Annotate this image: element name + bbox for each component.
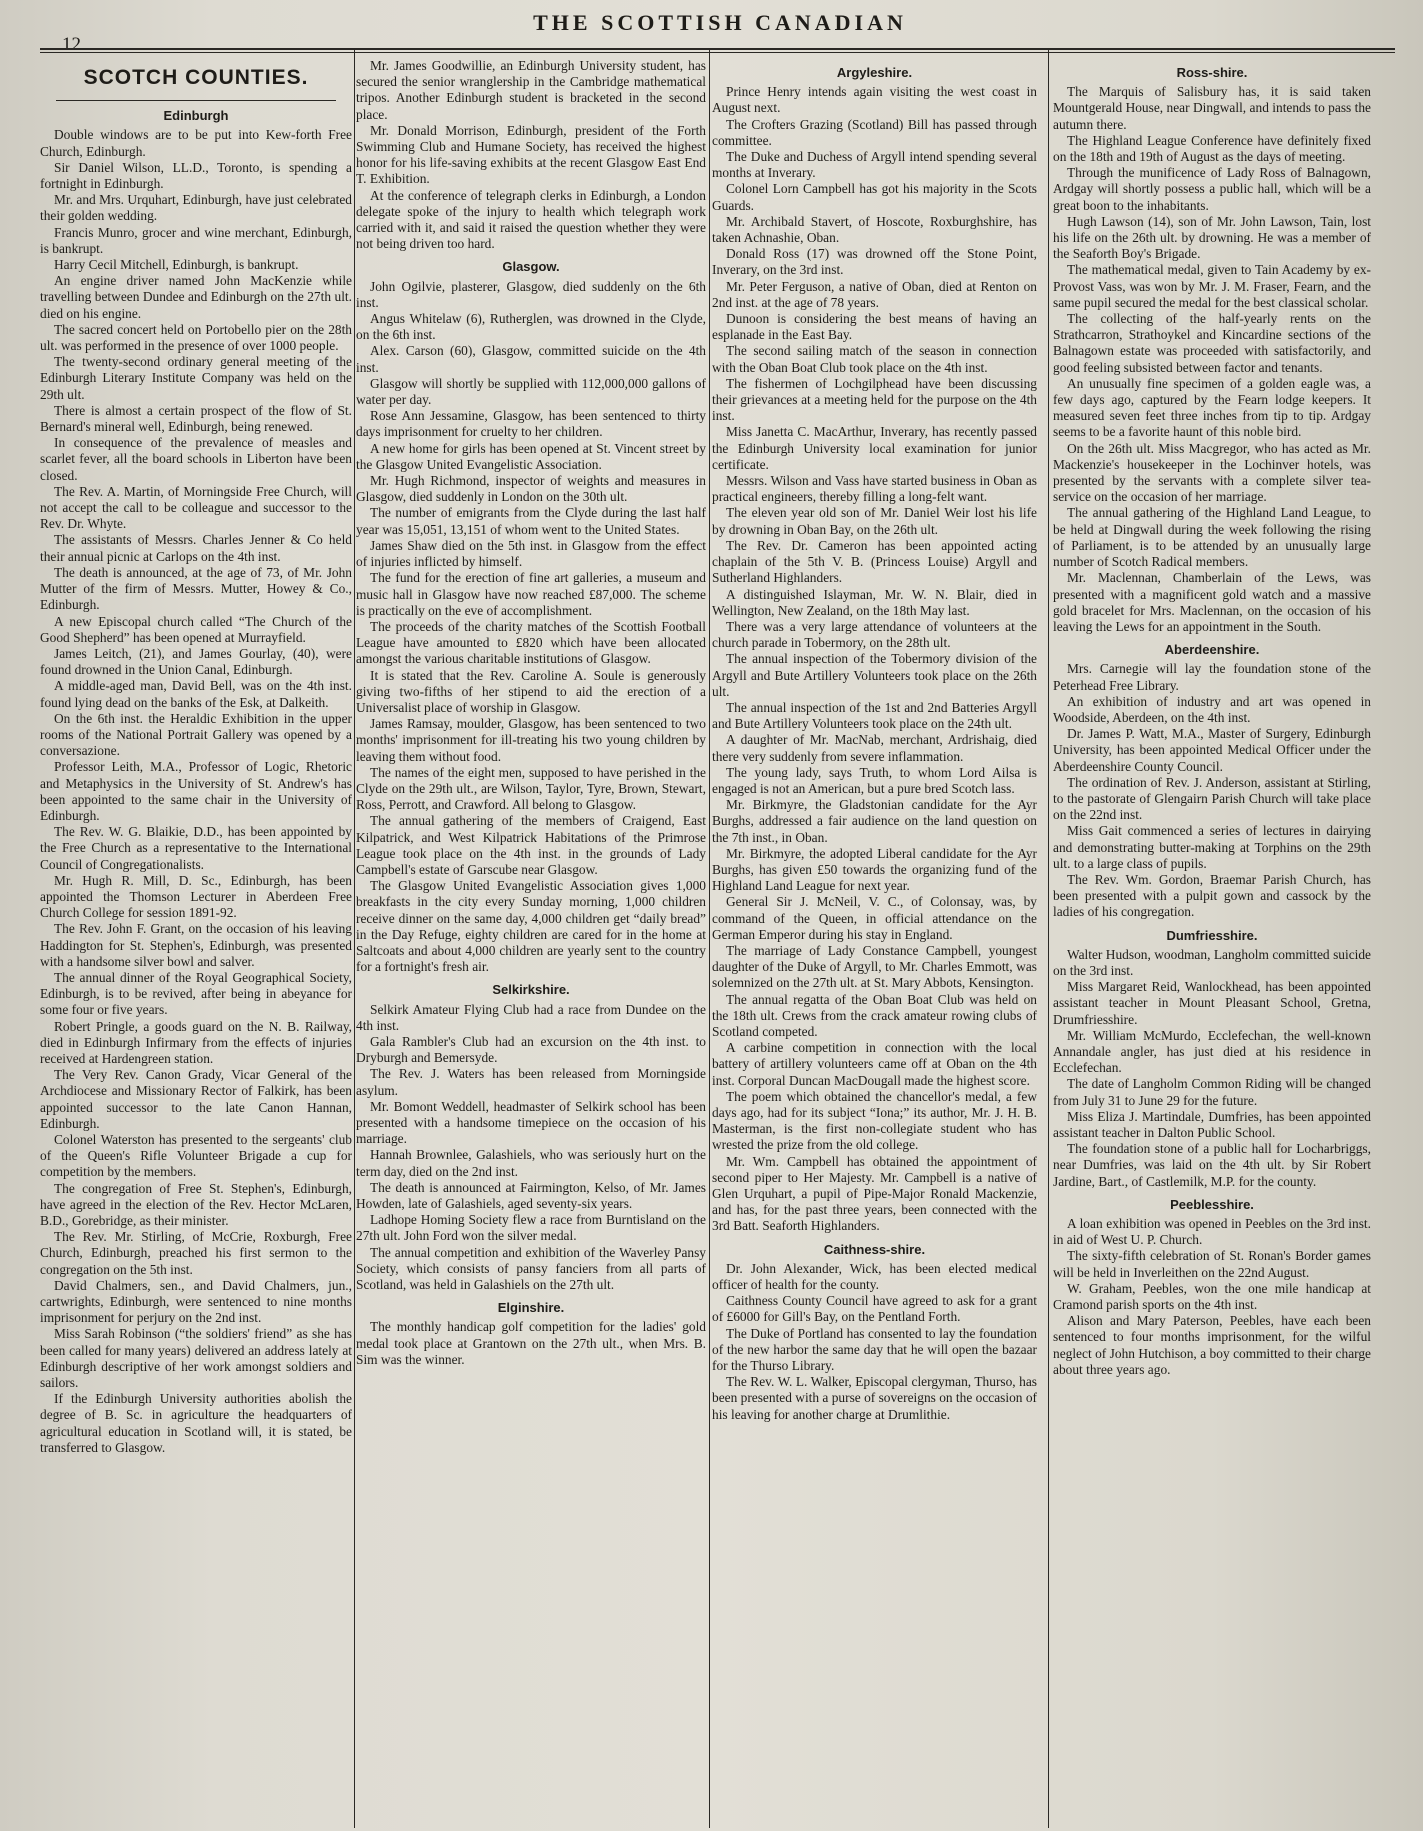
- news-item: Mr. Donald Morrison, Edinburgh, president of the Forth Swimming Club and Humane Society, has received the highest honor for his life-saving exhibits at the recent Glasgow East End T. Exhibition.: [356, 122, 706, 187]
- news-item: The eleven year old son of Mr. Daniel Weir lost his life by drowning in Oban Bay, on the 26th ult.: [712, 505, 1037, 537]
- news-item: The second sailing match of the season in connection with the Oban Boat Club took place on the 4th inst.: [712, 343, 1037, 375]
- column-1: [40, 58, 352, 1828]
- news-item: Professor Leith, M.A., Professor of Logic, Rhetoric and Metaphysics in the University of St. Andrew's has been appointed to the same chair in the University of Edinburgh.: [40, 759, 352, 823]
- page-number: 12: [62, 34, 81, 55]
- news-item: The sacred concert held on Portobello pier on the 28th ult. was performed in the presence of over 1000 people.: [40, 321, 352, 354]
- news-item: A middle-aged man, David Bell, was on the 4th inst. found lying dead on the banks of the Esk, at Dalkeith.: [40, 678, 352, 710]
- news-item: The Rev. John F. Grant, on the occasion of his leaving Haddington for St. Stephen's, Edinburgh, was presented with a handsome silver bowl and salver.: [40, 921, 352, 969]
- news-item: The assistants of Messrs. Charles Jenner & Co held their annual picnic at Carlops on the 4th inst.: [40, 532, 352, 564]
- section-heading: Selkirkshire.: [492, 982, 570, 998]
- news-item: The congregation of Free St. Stephen's, Edinburgh, have agreed in the election of the Rev. Hector McLaren, B.D., Gorebridge, as their minister.: [40, 1180, 352, 1229]
- news-item: The young lady, says Truth, to whom Lord Ailsa is engaged is not an American, but a pure bred Scotch lass.: [712, 764, 1037, 796]
- news-item: Miss Margaret Reid, Wanlockhead, has been appointed assistant teacher in Mount Pleasant School, Gretna, Drumfriesshire.: [1053, 979, 1371, 1027]
- news-item: Alex. Carson (60), Glasgow, committed suicide on the 4th inst.: [356, 343, 706, 375]
- news-item: The annual competition and exhibition of the Waverley Pansy Society, which consists of pansy fanciers from all parts of Scotland, was held in Galashiels on the 27th ult.: [356, 1244, 706, 1293]
- news-item: On the 26th ult. Miss Macgregor, who has acted as Mr. Mackenzie's housekeeper in the Lochinver hotels, was presented by the servants with a complete silver tea-service on the occasion of her marriage.: [1053, 440, 1371, 505]
- news-item: Miss Eliza J. Martindale, Dumfries, has been appointed assistant teacher in Dalton Public School.: [1053, 1108, 1371, 1140]
- column-3: [712, 58, 1037, 1828]
- news-item: Hugh Lawson (14), son of Mr. John Lawson, Tain, lost his life on the 26th ult. by drowning. He was a member of the Seaforth Boy's Brigade.: [1053, 213, 1371, 262]
- news-item: John Ogilvie, plasterer, Glasgow, died suddenly on the 6th inst.: [356, 278, 706, 310]
- news-item: Colonel Waterston has presented to the sergeants' club of the Queen's Rifle Volunteer Brigade a cup for competition by the members.: [40, 1132, 352, 1180]
- news-item: The Rev. Mr. Stirling, of McCrie, Roxburgh, Free Church, Edinburgh, preached his first sermon to the congregation on the 5th inst.: [40, 1229, 352, 1277]
- news-item: A distinguished Islayman, Mr. W. N. Blair, died in Wellington, New Zealand, on the 18th May last.: [712, 586, 1037, 618]
- news-item: A daughter of Mr. MacNab, merchant, Ardrishaig, died there very suddenly from severe inflammation.: [712, 732, 1037, 764]
- news-item: The sixty-fifth celebration of St. Ronan's Border games will be held in Inverleithen on the 22nd August.: [1053, 1248, 1371, 1280]
- news-item: A new home for girls has been opened at St. Vincent street by the Glasgow United Evangelistic Association.: [356, 440, 706, 472]
- news-item: The twenty-second ordinary general meeting of the Edinburgh Literary Institute Company was held on the 29th ult.: [40, 354, 352, 402]
- news-item: James Ramsay, moulder, Glasgow, has been sentenced to two months' imprisonment for ill-treating his two young children by leaving them without food.: [356, 716, 706, 764]
- news-item: David Chalmers, sen., and David Chalmers, jun., cartwrights, Edinburgh, were sentenced to nine months imprisonment for perjury on the 2nd inst.: [40, 1277, 352, 1326]
- news-item: Mr. Maclennan, Chamberlain of the Lews, was presented with a magnificent gold watch and a massive gold bracelet for Mrs. Maclennan, on the occasion of his leaving the Lews for an appointment in the South.: [1053, 570, 1371, 634]
- news-item: Ladhope Homing Society flew a race from Burntisland on the 27th ult. John Ford won the silver medal.: [356, 1212, 706, 1244]
- news-item: The annual dinner of the Royal Geographical Society, Edinburgh, is to be revived, after being in abeyance for some four or five years.: [40, 969, 352, 1018]
- news-item: The Rev. W. G. Blaikie, D.D., has been appointed by the Free Church as a representative to the International Council of Congregationalists.: [40, 824, 352, 872]
- news-item: The Crofters Grazing (Scotland) Bill has passed through committee.: [712, 116, 1037, 148]
- news-item: Dr. James P. Watt, M.A., Master of Surgery, Edinburgh University, has been appointed Medical Officer under the Aberdeenshire County Council.: [1053, 726, 1371, 774]
- news-item: Mr. and Mrs. Urquhart, Edinburgh, have just celebrated their golden wedding.: [40, 192, 352, 224]
- news-item: An engine driver named John MacKenzie while travelling between Dundee and Edinburgh on the 27th ult. died on his engine.: [40, 273, 352, 321]
- news-item: The annual gathering of the members of Craigend, East Kilpatrick, and West Kilpatrick Habitations of the Primrose League took place on the 4th inst. in the grounds of Lady Campbell's estate of Garscube near Glasgow.: [356, 813, 706, 877]
- news-item: There was a very large attendance of volunteers at the church parade in Tobermory, on the 28th ult.: [712, 618, 1037, 651]
- news-item: At the conference of telegraph clerks in Edinburgh, a London delegate spoke of the injury to health which telegraph work carried with it, and said it raised the question whether they were not being driven too hard.: [356, 187, 706, 252]
- newspaper-title: THE SCOTTISH CANADIAN: [533, 10, 907, 35]
- news-item: An exhibition of industry and art was opened in Woodside, Aberdeen, on the 4th inst.: [1053, 693, 1371, 725]
- news-item: The Very Rev. Canon Grady, Vicar General of the Archdiocese and Missionary Rector of Falkirk, has been appointed successor to the late Canon Hannan, Edinburgh.: [40, 1067, 352, 1131]
- news-item: A carbine competition in connection with the local battery of artillery volunteers came off at Oban on the 4th inst. Corporal Duncan MacDougall made the highest score.: [712, 1040, 1037, 1088]
- news-item: The number of emigrants from the Clyde during the last half year was 15,051, 13,151 of whom went to the United States.: [356, 505, 706, 537]
- news-item: Dunoon is considering the best means of having an esplanade in the East Bay.: [712, 311, 1037, 343]
- news-item: Mr. Hugh Richmond, inspector of weights and measures in Glasgow, died suddenly in London on the 30th ult.: [356, 473, 706, 505]
- news-item: Miss Gait commenced a series of lectures in dairying and demonstrating butter-making at Torphins on the 29th ult. to a large class of pupils.: [1053, 823, 1371, 871]
- news-item: Dr. John Alexander, Wick, has been elected medical officer of health for the county.: [712, 1260, 1037, 1293]
- news-item: The marriage of Lady Constance Campbell, youngest daughter of the Duke of Argyll, to Mr. Charles Emmott, was solemnized on the 27th ult. at St. Mary Abbots, Kensington.: [712, 942, 1037, 991]
- main-heading: SCOTCH COUNTIES.: [83, 66, 309, 89]
- news-item: The annual inspection of the 1st and 2nd Batteries Argyll and Bute Artillery Volunteers took place on the 24th ult.: [712, 699, 1037, 732]
- news-item: Walter Hudson, woodman, Langholm committed suicide on the 3rd inst.: [1053, 946, 1371, 978]
- news-item: James Leitch, (21), and James Gourlay, (40), were found drowned in the Union Canal, Edinburgh.: [40, 645, 352, 678]
- news-item: The proceeds of the charity matches of the Scottish Football League have amounted to £820 which have been allocated amongst the various charitable institutions of Glasgow.: [356, 618, 706, 667]
- news-item: Mr. James Goodwillie, an Edinburgh University student, has secured the senior wranglership in the Cambridge mathematical tripos. Another Edinburgh student is bracketed in the second place.: [356, 58, 706, 122]
- masthead: [40, 6, 1400, 55]
- news-item: Harry Cecil Mitchell, Edinburgh, is bankrupt.: [54, 257, 299, 273]
- news-item: The Rev. Dr. Cameron has been appointed acting chaplain of the 5th V. B. (Princess Louise) Argyll and Sutherland Highlanders.: [712, 537, 1037, 586]
- section-heading: Dumfriesshire.: [1166, 927, 1258, 943]
- news-item: Mr. Archibald Stavert, of Hoscote, Roxburghshire, has taken Achnashie, Oban.: [712, 213, 1037, 246]
- news-item: A loan exhibition was opened in Peebles on the 3rd inst. in aid of West U. P. Church.: [1053, 1216, 1371, 1248]
- news-item: The monthly handicap golf competition for the ladies' gold medal took place at Grantown on the 27th ult., when Mrs. B. Sim was the winner.: [356, 1319, 706, 1367]
- section-heading: Elginshire.: [497, 1300, 565, 1316]
- news-item: An unusually fine specimen of a golden eagle was, a few days ago, captured by the Fearn lodge keepers. It measured seven feet three inches from tip to tip. Ardgay seems to be a favorite haunt of this noble bird.: [1053, 375, 1371, 440]
- news-item: Mr. Peter Ferguson, a native of Oban, died at Renton on 2nd inst. at the age of 78 years.: [712, 278, 1037, 310]
- news-item: Mrs. Carnegie will lay the foundation stone of the Peterhead Free Library.: [1053, 661, 1371, 693]
- news-item: The Rev. J. Waters has been released from Morningside asylum.: [356, 1066, 706, 1098]
- news-item: The mathematical medal, given to Tain Academy by ex-Provost Vass, was won by Mr. J. M. Fraser, Fearn, and the same pupil secured the medal for the best classical scholar.: [1053, 262, 1371, 310]
- news-item: Selkirk Amateur Flying Club had a race from Dundee on the 4th inst.: [356, 1001, 706, 1033]
- news-item: General Sir J. McNeil, V. C., of Colonsay, was, by command of the Queen, in official attendance on the German Emperor during his stay in England.: [712, 894, 1037, 942]
- news-item: The Duke of Portland has consented to lay the foundation of the new harbor the same day that he will open the bazaar for the Thurso Library.: [712, 1325, 1037, 1374]
- news-item: Francis Munro, grocer and wine merchant, Edinburgh, is bankrupt.: [40, 224, 352, 256]
- news-item: There is almost a certain prospect of the flow of St. Bernard's mineral well, Edinburgh, being renewed.: [40, 402, 352, 435]
- news-item: The names of the eight men, supposed to have perished in the Clyde on the 29th ult., are Wilson, Taylor, Tyre, Brown, Stewart, Ross, Perrott, and Crawford. All belong to Glasgow.: [356, 764, 706, 813]
- news-item: Prince Henry intends again visiting the west coast in August next.: [712, 84, 1037, 116]
- news-item: Glasgow will shortly be supplied with 112,000,000 gallons of water per day.: [356, 375, 706, 408]
- column-divider: [354, 50, 355, 1828]
- news-item: The death is announced, at the age of 73, of Mr. John Mutter of the firm of Messrs. Mutter, Howey & Co., Edinburgh.: [40, 564, 352, 613]
- news-item: Mr. Hugh R. Mill, D. Sc., Edinburgh, has been appointed the Thomson Lecturer in Aberdeen Free Church College for session 1891-92.: [40, 872, 352, 921]
- news-item: Angus Whitelaw (6), Rutherglen, was drowned in the Clyde, on the 6th inst.: [356, 311, 706, 343]
- news-item: It is stated that the Rev. Caroline A. Soule is generously giving two-fifths of her stipend to aid the erection of a Universalist place of worship in Glasgow.: [356, 667, 706, 715]
- news-item: The fishermen of Lochgilphead have been discussing their grievances at a meeting held for the purpose on the 4th inst.: [712, 375, 1037, 424]
- section-heading: Ross-shire.: [1176, 65, 1248, 80]
- news-item: The annual inspection of the Tobermory division of the Argyll and Bute Artillery Volunteers took place on the 26th ult.: [712, 651, 1037, 699]
- news-item: Messrs. Wilson and Vass have started business in Oban as practical engineers, thereby filling a long-felt want.: [712, 473, 1037, 505]
- column-4: [1053, 58, 1371, 1828]
- news-item: Robert Pringle, a goods guard on the N. B. Railway, died in Edinburgh Infirmary from the effects of injuries received at Hardengreen station.: [40, 1018, 352, 1066]
- section-heading: Argyleshire.: [836, 65, 913, 80]
- column-2: [356, 58, 706, 1828]
- news-item: The collecting of the half-yearly rents on the Strathcarron, Strathoykel and Kincardine sections of the Balnagown estate was proceeded with satisfactorily, and good feeling subsisted between factor and tenants.: [1053, 311, 1371, 375]
- section-heading: Peeblesshire.: [1170, 1196, 1254, 1212]
- news-item: The annual gathering of the Highland Land League, to be held at Dingwall during the week following the rising of Parliament, is to be attended by an unusually large number of Scotch Radical members.: [1053, 505, 1371, 570]
- news-item: Colonel Lorn Campbell has got his majority in the Scots Guards.: [712, 181, 1037, 213]
- column-divider: [709, 50, 710, 1828]
- news-item: Rose Ann Jessamine, Glasgow, has been sentenced to thirty days imprisonment for cruelty to her children.: [356, 408, 706, 440]
- heading-rule: [56, 100, 337, 101]
- news-item: Mr. Wm. Campbell has obtained the appointment of second piper to Her Majesty. Mr. Campbell is a native of Glen Urquhart, a pupil of Pipe-Major Ronald Mackenzie, and has, for the past three years, been connected with the 3rd Batt. Seaforth Highlanders.: [712, 1153, 1037, 1234]
- news-item: The Rev. Wm. Gordon, Braemar Parish Church, has been presented with a pulpit gown and cassock by the ladies of his congregation.: [1053, 871, 1371, 920]
- section-heading: Edinburgh: [163, 108, 229, 124]
- news-item: On the 6th inst. the Heraldic Exhibition in the upper rooms of the National Portrait Gallery was opened by a conversazione.: [40, 710, 352, 759]
- news-item: The date of Langholm Common Riding will be changed from July 31 to June 29 for the future.: [1053, 1076, 1371, 1108]
- news-item: The Duke and Duchess of Argyll intend spending several months at Inverary.: [712, 149, 1037, 181]
- news-item: Miss Janetta C. MacArthur, Inverary, has recently passed the Edinburgh University local examination for junior certificate.: [712, 424, 1037, 472]
- news-item: James Shaw died on the 5th inst. in Glasgow from the effect of injuries inflicted by himself.: [356, 537, 706, 570]
- news-item: Alison and Mary Paterson, Peebles, have each been sentenced to four months imprisonment, for the wilful neglect of John Hutchison, a boy committed to their charge about three years ago.: [1053, 1313, 1371, 1377]
- news-item: The Rev. A. Martin, of Morningside Free Church, will not accept the call to be colleague and successor to the Rev. Dr. Whyte.: [40, 483, 352, 532]
- news-item: The poem which obtained the chancellor's medal, a few days ago, had for its subject “Iona;” its author, Mr. J. H. B. Masterman, is the first non-collegiate student who has wrested the prize from the old college.: [712, 1088, 1037, 1153]
- news-item: Donald Ross (17) was drowned off the Stone Point, Inverary, on the 3rd inst.: [712, 246, 1037, 278]
- news-item: Gala Rambler's Club had an excursion on the 4th inst. to Dryburgh and Bemersyde.: [356, 1033, 706, 1066]
- news-item: W. Graham, Peebles, won the one mile handicap at Cramond parish sports on the 4th inst.: [1053, 1280, 1371, 1313]
- news-item: If the Edinburgh University authorities abolish the degree of B. Sc. in agriculture the headquarters of agricultural education in Scotland will, it is stated, be transferred to Glasgow.: [40, 1391, 352, 1455]
- column-divider: [1048, 50, 1049, 1828]
- news-item: Miss Sarah Robinson (“the soldiers' friend” as she has been called for many years) delivered an address lately at Edinburgh descriptive of her work amongst soldiers and sailors.: [40, 1326, 352, 1391]
- news-item: The ordination of Rev. J. Anderson, assistant at Stirling, to the pastorate of Glengairn Parish Church will take place on the 22nd inst.: [1053, 774, 1371, 823]
- news-item: The foundation stone of a public hall for Locharbriggs, near Dumfries, was laid on the 4th ult. by Sir Robert Jardine, Bart., of Castlemilk, M.P. for the county.: [1053, 1141, 1371, 1189]
- news-item: Mr. Birkmyre, the adopted Liberal candidate for the Ayr Burghs, has given £50 towards the organizing fund of the Highland Land League for next year.: [712, 845, 1037, 894]
- section-heading: Glasgow.: [502, 259, 560, 275]
- section-heading: Aberdeenshire.: [1164, 642, 1260, 658]
- news-item: In consequence of the prevalence of measles and scarlet fever, all the board schools in Liberton have been closed.: [40, 435, 352, 483]
- news-item: The Rev. W. L. Walker, Episcopal clergyman, Thurso, has been presented with a purse of sovereigns on the occasion of his leaving for another charge at Drumlithie.: [712, 1374, 1037, 1422]
- section-heading: Caithness-shire.: [823, 1241, 926, 1257]
- news-item: Caithness County Council have agreed to ask for a grant of £6000 for Gill's Bay, on the Pentland Forth.: [712, 1293, 1037, 1325]
- news-item: Sir Daniel Wilson, LL.D., Toronto, is spending a fortnight in Edinburgh.: [40, 159, 352, 192]
- news-item: Mr. William McMurdo, Ecclefechan, the well-known Annandale angler, has just died at his residence in Ecclefechan.: [1053, 1027, 1371, 1076]
- news-item: Through the munificence of Lady Ross of Balnagown, Ardgay will shortly possess a public hall, which will be a great boon to the inhabitants.: [1053, 165, 1371, 213]
- news-item: Mr. Bomont Weddell, headmaster of Selkirk school has been presented with a handsome timepiece on the occasion of his marriage.: [356, 1098, 706, 1147]
- news-item: The Highland League Conference have definitely fixed on the 18th and 19th of August as the days of meeting.: [1053, 132, 1371, 165]
- news-item: The annual regatta of the Oban Boat Club was held on the 18th ult. Crews from the crack amateur rowing clubs of Scotland competed.: [712, 991, 1037, 1039]
- news-item: Mr. Birkmyre, the Gladstonian candidate for the Ayr Burghs, addressed a fair audience on the land question on the 7th inst., in Oban.: [712, 797, 1037, 845]
- news-item: Hannah Brownlee, Galashiels, who was seriously hurt on the term day, died on the 2nd inst.: [356, 1147, 706, 1179]
- masthead-rule: [40, 48, 1395, 50]
- news-item: The Marquis of Salisbury has, it is said taken Mountgerald House, near Dingwall, and intends to pass the autumn there.: [1053, 84, 1371, 132]
- news-item: The death is announced at Fairmington, Kelso, of Mr. James Howden, late of Galashiels, aged seventy-six years.: [356, 1179, 706, 1212]
- news-item: The fund for the erection of fine art galleries, a museum and music hall in Glasgow have now reached £87,000. The scheme is practically on the eve of accomplishment.: [356, 570, 706, 618]
- masthead-rule-thin: [40, 52, 1395, 53]
- news-item: A new Episcopal church called “The Church of the Good Shepherd” has been opened at Murrayfield.: [40, 613, 352, 645]
- news-item: Double windows are to be put into Kew-forth Free Church, Edinburgh.: [40, 127, 352, 159]
- news-item: The Glasgow United Evangelistic Association gives 1,000 breakfasts in the city every Sunday morning, 1,000 children receive dinner on the same day, 4,000 children get “daily bread” in the Day Refuge, eighty children are cared for in the home at Saltcoats and about 4,000 children are yearly sent to the country for a fortnight's fresh air.: [356, 878, 706, 975]
